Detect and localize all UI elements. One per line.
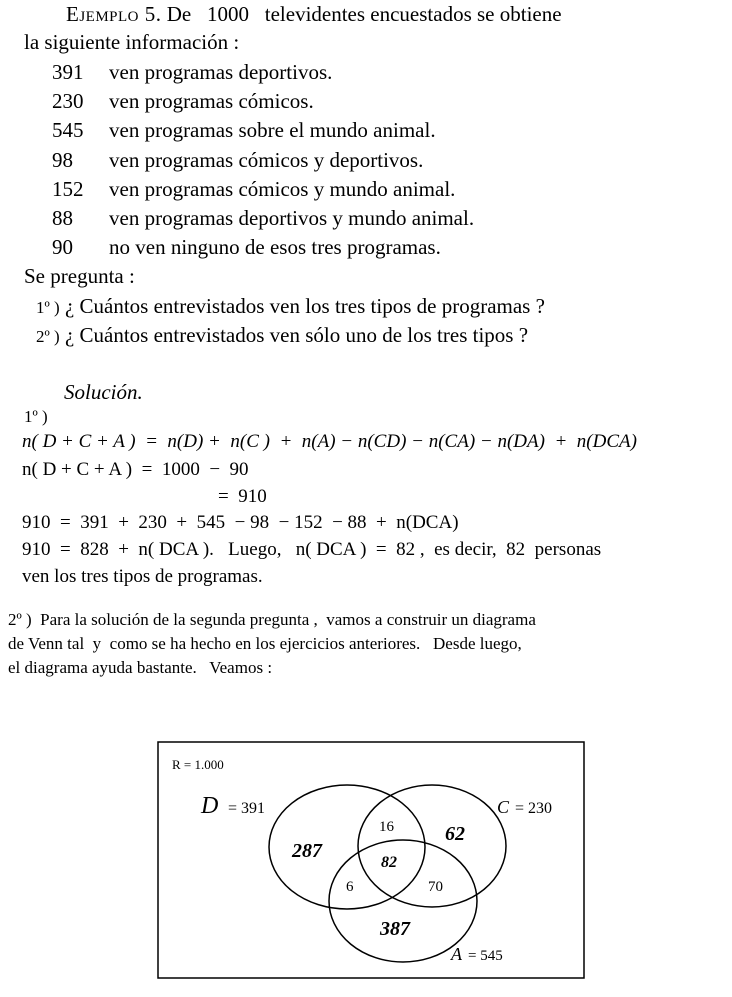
item-text: no ven ninguno de esos tres programas.	[109, 235, 441, 260]
part2-line-3: el diagrama ayuda bastante. Veamos :	[8, 658, 273, 677]
C-total: = 230	[515, 800, 553, 817]
question-1: 1º ) ¿ Cuántos entrevistados ven los tres tipos de programas ?	[36, 294, 545, 318]
A-label: A	[451, 944, 462, 964]
item-count: 391	[52, 60, 84, 84]
part2-line-1: 2º ) Para la solución de la segunda pregunta , vamos a construir un diagrama	[8, 610, 536, 629]
item-text: ven programas deportivos.	[109, 60, 333, 84]
C-label: C	[497, 797, 510, 817]
conclusion-text: ven los tres tipos de programas.	[22, 566, 263, 587]
only-D-value: 287	[292, 840, 322, 862]
DCA-value: 82	[381, 854, 397, 871]
CA-value: 70	[428, 879, 443, 895]
item-text: ven programas cómicos y deportivos.	[109, 147, 424, 172]
item-text: ven programas sobre el mundo animal.	[109, 118, 436, 143]
item-text: ven programas cómicos.	[109, 89, 314, 114]
A-total: = 545	[468, 948, 503, 964]
item-count: 98	[52, 147, 73, 172]
example-heading: Ejemplo 5.	[66, 2, 162, 26]
part2-line-2: de Venn tal y como se ha hecho en los ejercicios anteriores. Desde luego,	[8, 634, 522, 653]
question-2: 2º ) ¿ Cuántos entrevistados ven sólo uno de los tres tipos ?	[36, 323, 529, 347]
universe-label: R = 1.000	[172, 757, 224, 772]
universe-box	[158, 742, 584, 978]
item-count: 88	[52, 206, 73, 230]
DC-value: 16	[379, 819, 394, 835]
equation-conclusion: 910 = 828 + n( DCA ). Luego, n( DCA ) = 82 , es decir, 82 personas	[22, 539, 602, 560]
equation-inclusion-exclusion: n( D + C + A ) = n(D) + n(C ) + n(A) − n(CD) − n(CA) − n(DA) + n(DCA)	[22, 431, 637, 452]
item-text: ven programas cómicos y mundo animal.	[109, 176, 456, 201]
item-count: 90	[52, 235, 73, 260]
question-intro: Se pregunta :	[24, 264, 135, 288]
D-total: = 391	[228, 800, 266, 817]
intro-text: De 1000 televidentes encuestados se obtiene	[166, 2, 562, 26]
intro-line-2: la siguiente información :	[24, 30, 240, 54]
item-count: 545	[52, 118, 84, 143]
item-count: 230	[52, 89, 84, 114]
part1-label: 1º )	[24, 407, 48, 426]
only-C-value: 62	[445, 823, 465, 845]
equation-total: n( D + C + A ) = 1000 − 90	[22, 459, 249, 480]
D-label: D	[201, 793, 219, 819]
item-text: ven programas deportivos y mundo animal.	[109, 206, 475, 230]
item-count: 152	[52, 176, 84, 201]
equation-substitution: 910 = 391 + 230 + 545 − 98 − 152 − 88 + n(DCA)	[22, 512, 459, 533]
DA-value: 6	[346, 879, 354, 895]
equation-result: = 910	[218, 486, 267, 507]
only-A-value: 387	[380, 918, 410, 940]
solution-title: Solución.	[64, 380, 143, 404]
